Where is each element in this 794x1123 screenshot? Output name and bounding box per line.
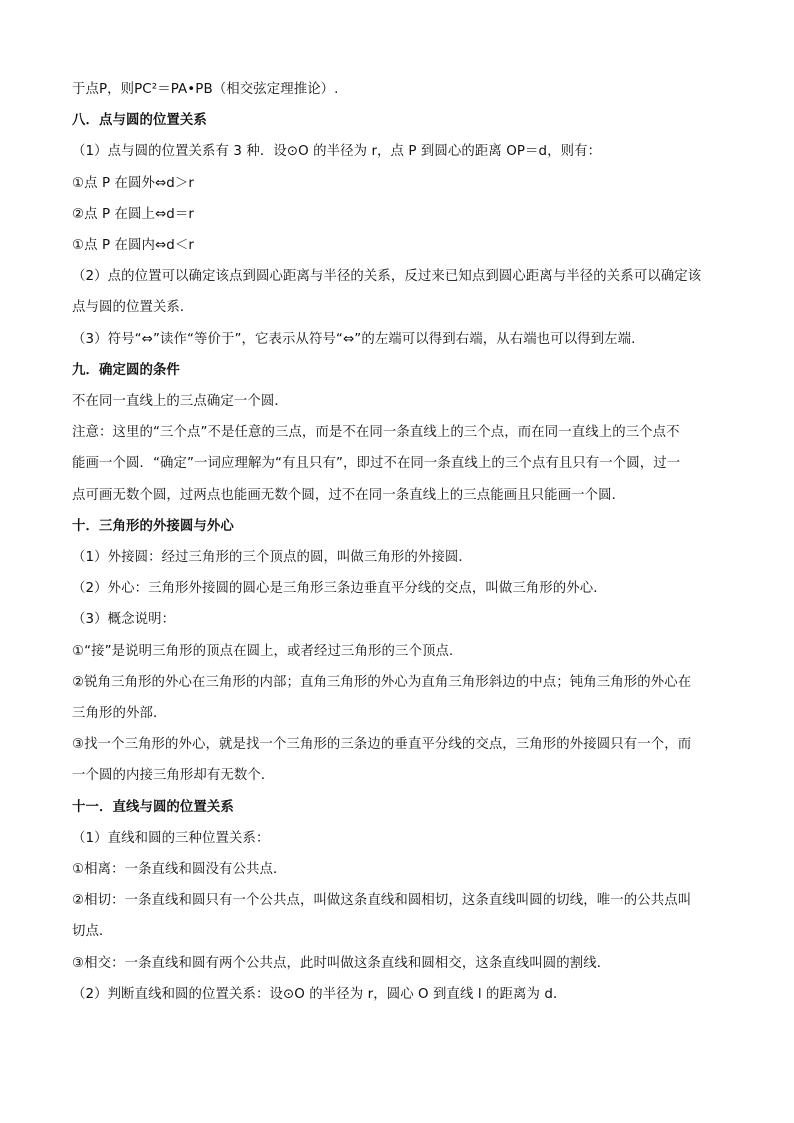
paragraph-line: ①“接”是说明三角形的顶点在圆上，或者经过三角形的三个顶点. bbox=[72, 643, 454, 659]
paragraph-line: 能画一个圆．“确定”一词应理解为“有且只有”，即过不在同一条直线上的三个点有且只有一个圆，过一 bbox=[72, 456, 681, 472]
paragraph-line: （2）点的位置可以确定该点到圆心距离与半径的关系，反过来已知点到圆心距离与半径的关系可以确定该 bbox=[72, 269, 702, 285]
paragraph-line: 点可画无数个圆，过两点也能画无数个圆，过不在同一条直线上的三点能画且只能画一个圆． bbox=[72, 487, 626, 503]
paragraph-line: ②点 P 在圆上⇔d＝r bbox=[72, 206, 194, 222]
paragraph-line: ①点 P 在圆外⇔d＞r bbox=[72, 175, 194, 191]
paragraph-line: 不在同一直线上的三点确定一个圆． bbox=[72, 394, 288, 409]
paragraph-line: ①点 P 在圆内⇔d＜r bbox=[72, 238, 194, 253]
paragraph-line: ②锐角三角形的外心在三角形的内部；直角三角形的外心为直角三角形斜边的中点；钝角三角形的外心在 bbox=[72, 674, 692, 690]
paragraph-line: （1）直线和圆的三种位置关系： bbox=[72, 830, 270, 846]
section-heading: 八．点与圆的位置关系 bbox=[72, 113, 207, 129]
paragraph-line: ①相离：一条直线和圆没有公共点． bbox=[72, 862, 287, 877]
paragraph-line: （2）判断直线和圆的位置关系：设⊙O 的半径为 r，圆心 O 到直线 l 的距离为 d． bbox=[72, 986, 567, 1002]
paragraph-line: ③相交：一条直线和圆有两个公共点，此时叫做这条直线和圆相交，这条直线叫圆的割线． bbox=[72, 955, 611, 971]
paragraph-line: （2）外心：三角形外接圆的圆心是三角形三条边垂直平分线的交点，叫做三角形的外心． bbox=[72, 581, 607, 597]
paragraph-line: 注意：这里的“三个点”不是任意的三点，而是不在同一条直线上的三个点，而在同一直线上的三个点不 bbox=[72, 425, 680, 441]
section-heading: 十一．直线与圆的位置关系 bbox=[72, 799, 234, 815]
paragraph-line: （1）外接圆：经过三角形的三个顶点的圆，叫做三角形的外接圆． bbox=[72, 550, 472, 565]
section-heading: 九．确定圆的条件 bbox=[72, 362, 180, 378]
paragraph-line: 于点P，则PC²＝PA•PB（相交弦定理推论）. bbox=[72, 82, 339, 97]
paragraph-line: 一个圆的内接三角形却有无数个． bbox=[72, 768, 275, 784]
paragraph-line: （1）点与圆的位置关系有 3 种．设⊙O 的半径为 r，点 P 到圆心的距离 OP＝d，则有： bbox=[72, 144, 602, 160]
paragraph-line: ③找一个三角形的外心，就是找一个三角形的三条边的垂直平分线的交点，三角形的外接圆只有一个，而 bbox=[72, 737, 692, 753]
paragraph-line: 切点． bbox=[72, 924, 113, 940]
paragraph-line: 点与圆的位置关系． bbox=[72, 300, 194, 316]
paragraph-line: （3）概念说明： bbox=[72, 612, 176, 628]
section-heading: 十．三角形的外接圆与外心 bbox=[72, 518, 234, 534]
paragraph-line: （3）符号“⇔”读作“等价于”，它表示从符号“⇔”的左端可以得到右端，从右端也可以得到左端. bbox=[72, 331, 636, 347]
paragraph-line: 三角形的外部． bbox=[72, 706, 167, 721]
paragraph-line: ②相切：一条直线和圆只有一个公共点，叫做这条直线和圆相切，这条直线叫圆的切线，唯一的公共点叫 bbox=[72, 893, 692, 909]
